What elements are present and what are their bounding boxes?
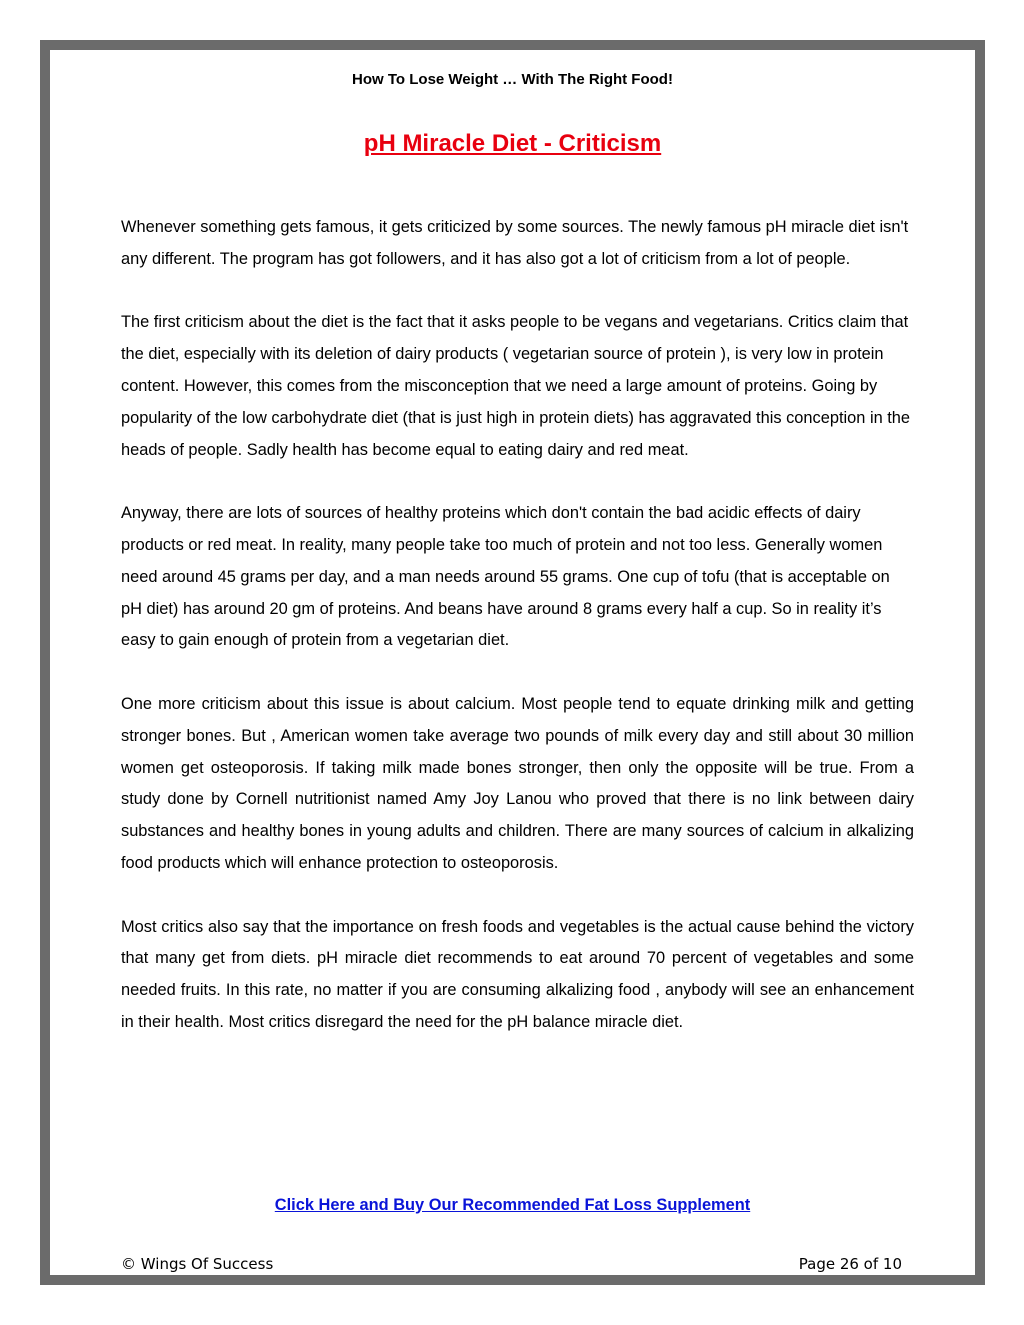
footer-page-number: Page 26 of 10 bbox=[798, 1255, 902, 1273]
paragraph-intro: Whenever something gets famous, it gets criticized by some sources. The newly famous pH miracle diet isn't any different. The program has got followers, and it has also got a lot of criticism from a lot of people. bbox=[121, 218, 909, 268]
page-frame bbox=[40, 40, 985, 1285]
paragraph-calcium: One more criticism about this issue is about calcium. Most people tend to equate drinking milk and getting stronger bones. But , American women take average two pounds of milk every day and still about 30 million women get osteoporosis. If taking milk made bones stronger, then only the opposite will be true. From a study done by Cornell nutritionist named Amy Joy Lanou who proved that there is no link between dairy substances and healthy bones in young adults and children. There are many sources of calcium in alkalizing food products which will enhance protection to osteoporosis. bbox=[121, 694, 914, 872]
page-heading: pH Miracle Diet - Criticism bbox=[363, 130, 662, 157]
footer-copyright: © Wings Of Success bbox=[121, 1255, 274, 1273]
article-body bbox=[121, 212, 914, 1071]
paragraph-vegetables: Most critics also say that the importance on fresh foods and vegetables is the actual cause behind the victory that many get from diets. pH miracle diet recommends to eat around 70 percent of vegetables and some needed fruits. In this rate, no matter if you are consuming alkalizing food , anybody will see an enhancement in their health. Most critics disregard the need for the pH balance miracle diet. bbox=[121, 917, 914, 1031]
supplement-link[interactable]: Click Here and Buy Our Recommended Fat Loss Supplement bbox=[274, 1196, 751, 1214]
header-title: How To Lose Weight … With The Right Food! bbox=[352, 71, 673, 88]
paragraph-protein-sources: Anyway, there are lots of sources of healthy proteins which don't contain the bad acidic effects of dairy products or red meat. In reality, many people take too much of protein and not too less. Generally women need around 45 grams per day, and a man needs around 55 grams. One cup of tofu (that is acceptable on pH diet) has around 20 gm of proteins. And beans have around 8 grams every half a cup. So in reality it’s easy to gain enough of protein from a vegetarian diet. bbox=[121, 504, 890, 650]
paragraph-protein-criticism: The first criticism about the diet is the fact that it asks people to be vegans and vegetarians. Critics claim that the diet, especially with its deletion of dairy products ( vegetarian source of protein ), is very low in protein content. However, this comes from the misconception that we need a large amount of proteins. Going by popularity of the low carbohydrate diet (that is just high in protein diets) has aggravated this conception in the heads of people. Sadly health has become equal to eating dairy and red meat. bbox=[121, 313, 911, 459]
